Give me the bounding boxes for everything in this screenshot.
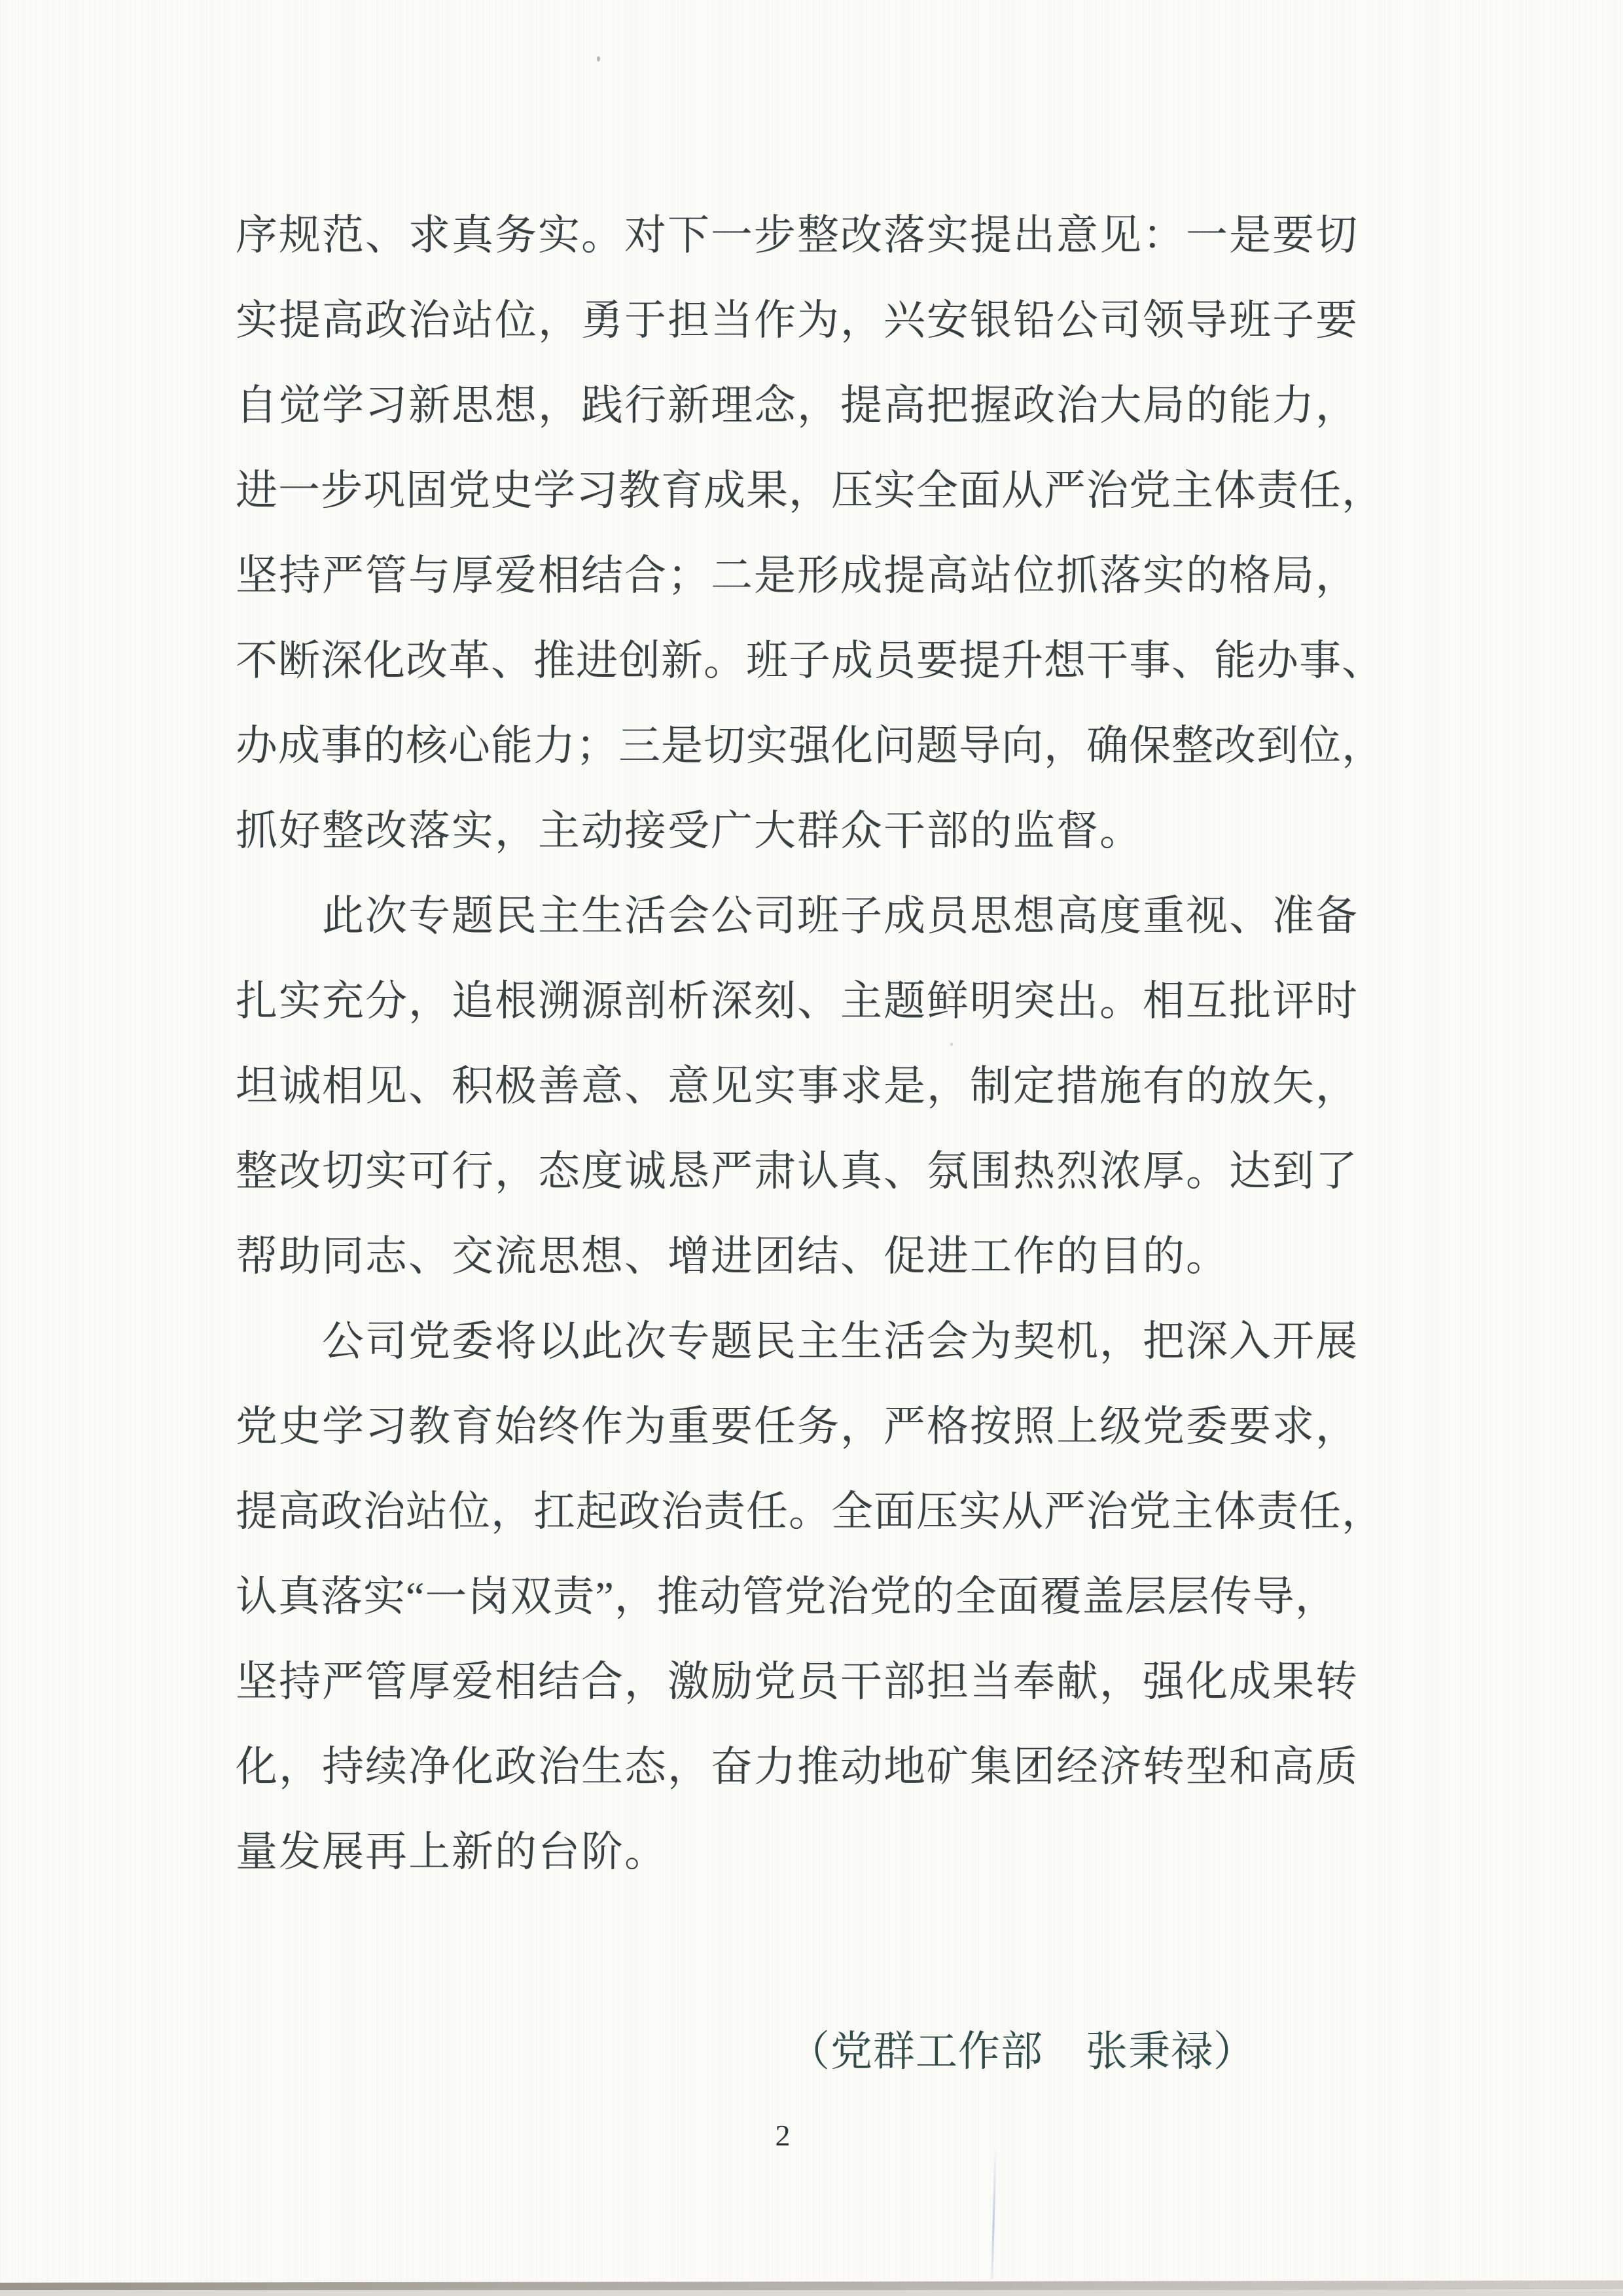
text-line: 扎实充分，追根溯源剖析深刻、主题鲜明突出。相互批评时 xyxy=(236,978,1359,1024)
text-line: 自觉学习新思想，践行新理念，提高把握政治大局的能力， xyxy=(236,382,1359,429)
text-line: 党史学习教育始终作为重要任务，严格按照上级党委要求， xyxy=(236,1403,1359,1450)
text-line: 实提高政治站位，勇于担当作为，兴安银铅公司领导班子要 xyxy=(236,297,1359,344)
text-line-paragraph-end: 量发展再上新的台阶。 xyxy=(236,1829,668,1875)
text-line: 坚持严管与厚爱相结合；二是形成提高站位抓落实的格局， xyxy=(236,552,1359,599)
text-line: 不断深化改革、推进创新。班子成员要提升想干事、能办事、 xyxy=(236,637,1384,684)
document-body xyxy=(236,193,1384,1895)
text-line-paragraph-start: 公司党委将以此次专题民主生活会为契机，把深入开展 xyxy=(322,1318,1359,1365)
text-line: 认真落实“一岗双责”，推动管党治党的全面覆盖层层传导， xyxy=(236,1573,1338,1620)
text-line-paragraph-start: 此次专题民主生活会公司班子成员思想高度重视、准备 xyxy=(322,893,1359,939)
scan-speck xyxy=(597,56,600,62)
text-line: 提高政治站位，扛起政治责任。全面压实从严治党主体责任， xyxy=(236,1488,1384,1535)
text-line: 坚持严管厚爱相结合，激励党员干部担当奉献，强化成果转 xyxy=(236,1659,1359,1705)
text-line: 办成事的核心能力；三是切实强化问题导向，确保整改到位， xyxy=(236,723,1384,769)
text-line: 进一步巩固党史学习教育成果，压实全面从严治党主体责任， xyxy=(236,467,1384,514)
signature-line: （党群工作部 张秉禄） xyxy=(788,2028,1256,2075)
text-line: 序规范、求真务实。对下一步整改落实提出意见：一是要切 xyxy=(236,212,1359,259)
text-line-paragraph-end: 抓好整改落实，主动接受广大群众干部的监督。 xyxy=(236,808,1143,854)
text-line: 坦诚相见、积极善意、意见实事求是，制定措施有的放矢， xyxy=(236,1063,1359,1109)
text-line-paragraph-end: 帮助同志、交流思想、增进团结、促进工作的目的。 xyxy=(236,1233,1229,1280)
text-line: 化，持续净化政治生态，奋力推动地矿集团经济转型和高质 xyxy=(236,1744,1359,1790)
page-number: 2 xyxy=(775,2119,791,2152)
scan-speck xyxy=(950,1043,953,1046)
text-line: 整改切实可行，态度诚恳严肃认真、氛围热烈浓厚。达到了 xyxy=(236,1148,1359,1194)
scan-streak-artifact xyxy=(991,2145,996,2280)
bottom-scan-shadow xyxy=(0,2290,1623,2296)
